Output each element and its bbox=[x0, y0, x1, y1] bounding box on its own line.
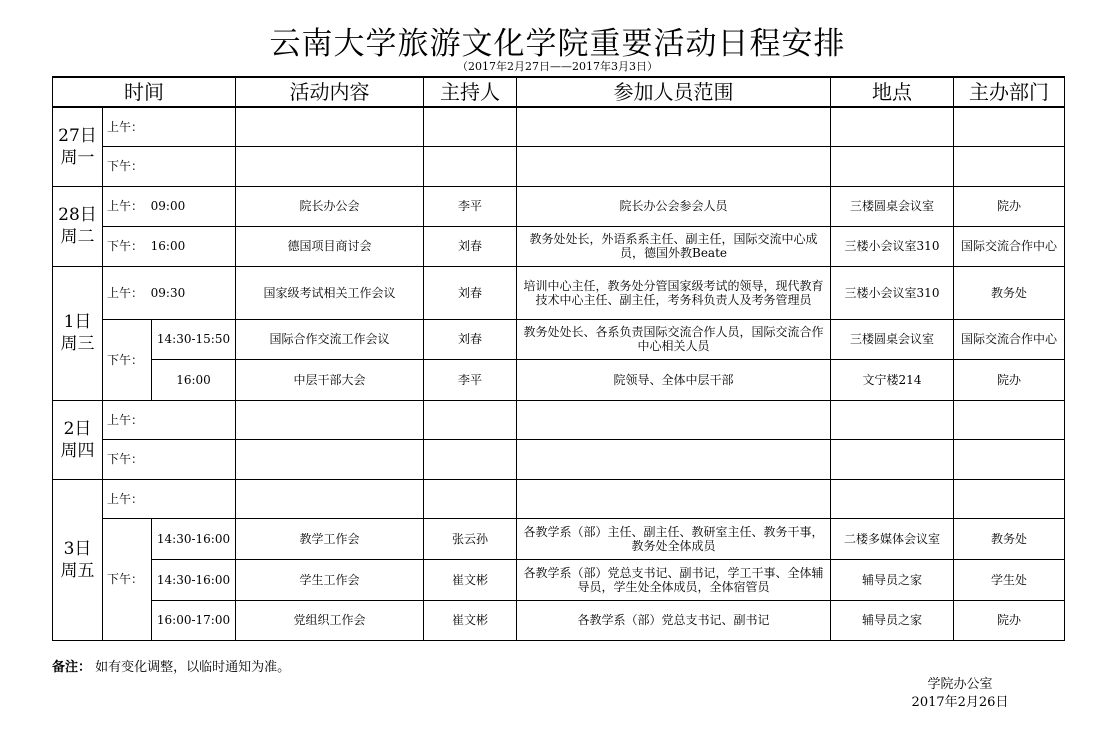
day-weekday: 周四 bbox=[60, 440, 95, 461]
event-place: 辅导员之家 bbox=[831, 600, 954, 640]
event-time: 16:00-17:00 bbox=[152, 600, 236, 640]
pm-label: 下午： bbox=[103, 518, 152, 640]
event-place: 三楼小会议室310 bbox=[831, 266, 954, 319]
event-place: 三楼圆桌会议室 bbox=[831, 319, 954, 359]
day-date: 28日 bbox=[58, 205, 97, 225]
event-participants: 院长办公会参会人员 bbox=[517, 186, 831, 226]
header-row bbox=[53, 77, 1065, 107]
event-host: 刘春 bbox=[424, 226, 517, 266]
event-content: 中层干部大会 bbox=[236, 359, 424, 400]
table-row bbox=[53, 146, 1065, 186]
day-weekday: 周二 bbox=[60, 227, 95, 247]
am-label: 上午： bbox=[107, 285, 144, 300]
event-time: 14:30-15:50 bbox=[152, 319, 236, 359]
event-host: 刘春 bbox=[424, 266, 517, 319]
table-row bbox=[53, 319, 1065, 359]
event-host: 刘春 bbox=[424, 319, 517, 359]
day-cell bbox=[53, 266, 103, 400]
event-host: 李平 bbox=[424, 186, 517, 226]
am-label: 上午： bbox=[103, 400, 236, 439]
schedule-table bbox=[52, 76, 1065, 641]
table-row bbox=[53, 439, 1065, 479]
table-row bbox=[53, 479, 1065, 518]
event-participants: 教务处处长、各系负责国际交流合作人员，国际交流合作中心相关人员 bbox=[517, 319, 831, 359]
pm-label: 下午： bbox=[107, 239, 144, 253]
day-date: 27日 bbox=[58, 125, 97, 146]
table-row bbox=[53, 186, 1065, 226]
day-cell bbox=[53, 400, 103, 479]
signature-date: 2017年2月26日 bbox=[911, 695, 1009, 710]
table-row bbox=[53, 559, 1065, 600]
day-date: 1日 bbox=[63, 312, 92, 332]
event-place: 文宁楼214 bbox=[831, 359, 954, 400]
event-organizer: 院办 bbox=[954, 600, 1065, 640]
table-row bbox=[53, 266, 1065, 319]
event-place: 三楼圆桌会议室 bbox=[831, 186, 954, 226]
event-host: 崔文彬 bbox=[424, 559, 517, 600]
day-cell bbox=[53, 186, 103, 266]
event-time-cell bbox=[103, 226, 236, 266]
pm-label: 下午： bbox=[103, 319, 152, 400]
day-weekday: 周一 bbox=[60, 147, 95, 168]
note-text: 如有变化调整，以临时通知为准。 bbox=[95, 660, 291, 675]
am-label: 上午： bbox=[103, 107, 236, 146]
event-place: 二楼多媒体会议室 bbox=[831, 518, 954, 559]
table-row bbox=[53, 400, 1065, 439]
event-content: 国家级考试相关工作会议 bbox=[236, 266, 424, 319]
day-date: 3日 bbox=[63, 538, 92, 559]
day-cell bbox=[53, 479, 103, 640]
event-place: 三楼小会议室310 bbox=[831, 226, 954, 266]
table-row bbox=[53, 226, 1065, 266]
event-organizer: 国际交流合作中心 bbox=[954, 226, 1065, 266]
event-time: 09:00 bbox=[150, 199, 186, 213]
event-time: 16:00 bbox=[150, 239, 186, 253]
header-host: 主持人 bbox=[424, 77, 517, 107]
event-time-cell bbox=[103, 266, 236, 319]
event-content: 党组织工作会 bbox=[236, 600, 424, 640]
event-organizer: 教务处 bbox=[954, 266, 1065, 319]
event-time-cell bbox=[103, 186, 236, 226]
event-host: 张云孙 bbox=[424, 518, 517, 559]
pm-label: 下午： bbox=[103, 146, 236, 186]
event-host: 李平 bbox=[424, 359, 517, 400]
day-date: 2日 bbox=[63, 418, 92, 439]
am-label: 上午： bbox=[107, 199, 144, 213]
am-label: 上午： bbox=[103, 479, 236, 518]
event-organizer: 教务处 bbox=[954, 518, 1065, 559]
event-organizer: 院办 bbox=[954, 359, 1065, 400]
signature-block bbox=[900, 676, 1020, 712]
event-host: 崔文彬 bbox=[424, 600, 517, 640]
header-place: 地点 bbox=[831, 77, 954, 107]
date-range-subtitle: （2017年2月27日——2017年3月3日） bbox=[457, 60, 658, 73]
table-row bbox=[53, 107, 1065, 146]
table-row bbox=[53, 518, 1065, 559]
pm-label: 下午： bbox=[103, 439, 236, 479]
event-time: 16:00 bbox=[152, 359, 236, 400]
header-time: 时间 bbox=[53, 77, 236, 107]
note-label: 备注： bbox=[52, 660, 92, 675]
table-row bbox=[53, 600, 1065, 640]
note bbox=[52, 656, 290, 675]
event-content: 教学工作会 bbox=[236, 518, 424, 559]
event-participants: 教务处处长，外语系系主任、副主任，国际交流中心成员，德国外教Beate bbox=[517, 226, 831, 266]
event-organizer: 学生处 bbox=[954, 559, 1065, 600]
event-organizer: 院办 bbox=[954, 186, 1065, 226]
signature-office: 学院办公室 bbox=[927, 677, 993, 692]
event-organizer: 国际交流合作中心 bbox=[954, 319, 1065, 359]
day-weekday: 周五 bbox=[60, 560, 95, 581]
event-content: 国际合作交流工作会议 bbox=[236, 319, 424, 359]
page-title: 云南大学旅游文化学院重要活动日程安排 bbox=[269, 26, 846, 62]
event-participants: 各教学系（部）党总支书记、副书记 bbox=[517, 600, 831, 640]
event-time: 09:30 bbox=[150, 285, 186, 300]
day-weekday: 周三 bbox=[60, 334, 95, 354]
table-row bbox=[53, 359, 1065, 400]
event-content: 德国项目商讨会 bbox=[236, 226, 424, 266]
event-participants: 培训中心主任，教务处分管国家级考试的领导，现代教育技术中心主任、副主任，考务科负责人及考务管理员 bbox=[517, 266, 831, 319]
event-place: 辅导员之家 bbox=[831, 559, 954, 600]
header-content: 活动内容 bbox=[236, 77, 424, 107]
event-participants: 各教学系（部）主任、副主任、教研室主任、教务干事，教务处全体成员 bbox=[517, 518, 831, 559]
event-content: 院长办公会 bbox=[236, 186, 424, 226]
event-time: 14:30-16:00 bbox=[152, 518, 236, 559]
day-cell bbox=[53, 107, 103, 186]
event-participants: 院领导、全体中层干部 bbox=[517, 359, 831, 400]
header-organizer: 主办部门 bbox=[954, 77, 1065, 107]
event-time: 14:30-16:00 bbox=[152, 559, 236, 600]
event-content: 学生工作会 bbox=[236, 559, 424, 600]
event-participants: 各教学系（部）党总支书记、副书记，学工干事、全体辅导员，学生处全体成员，全体宿管员 bbox=[517, 559, 831, 600]
header-participants: 参加人员范围 bbox=[517, 77, 831, 107]
